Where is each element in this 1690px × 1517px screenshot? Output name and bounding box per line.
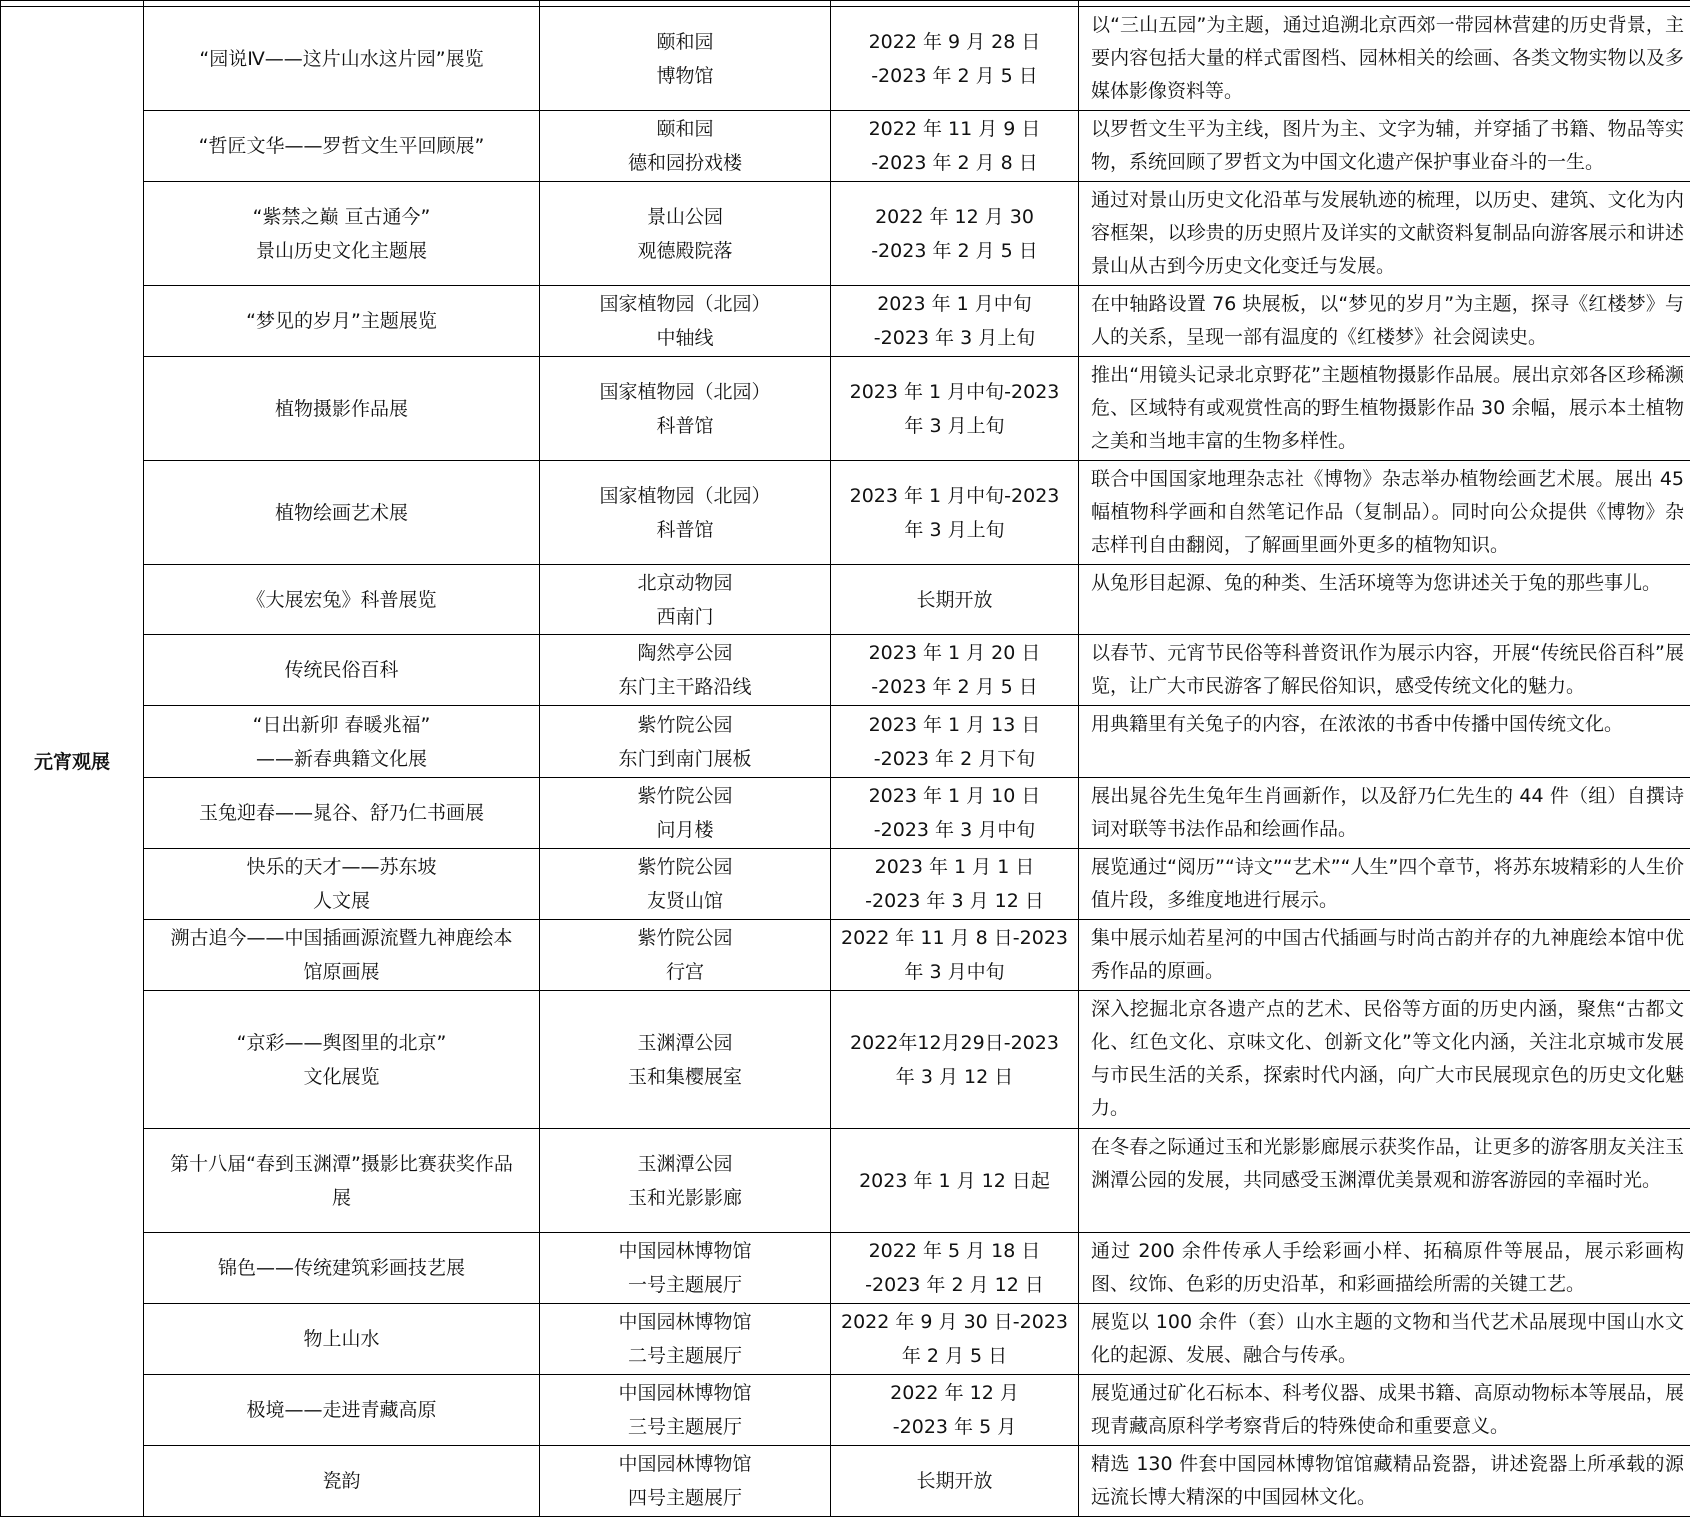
table-row <box>1 991 1690 1129</box>
venue-line: 中国园林博物馆 <box>548 1234 822 1268</box>
exhibition-name-line: 玉兔迎春——晁谷、舒乃仁书画展 <box>152 796 531 830</box>
venue-line: 紫竹院公园 <box>548 708 822 742</box>
date-line: 2023 年 1 月中旬-2023 <box>839 479 1070 513</box>
exhibition-name-cell <box>144 920 540 991</box>
exhibition-name-cell <box>144 286 540 357</box>
venue-line: 国家植物园（北园） <box>548 479 822 513</box>
exhibition-name-line: 馆原画展 <box>152 955 531 989</box>
exhibition-name-line: “紫禁之巅 亘古通今” <box>152 200 531 234</box>
venue-line: 玉和集樱展室 <box>548 1060 822 1094</box>
date-line: -2023 年 2 月 5 日 <box>839 59 1070 93</box>
exhibition-name-cell <box>144 706 540 778</box>
description-cell: 展览通过“阅历”“诗文”“艺术”“人生”四个章节，将苏东坡精彩的人生价值片段，多维度地进行展示。 <box>1079 849 1690 920</box>
exhibition-name-line: 传统民俗百科 <box>152 653 531 687</box>
date-line: -2023 年 2 月 8 日 <box>839 146 1070 180</box>
exhibition-name-cell <box>144 1446 540 1517</box>
date-line: 2022 年 11 月 8 日-2023 <box>839 921 1070 955</box>
venue-cell <box>540 1375 831 1446</box>
exhibition-name-cell <box>144 1233 540 1304</box>
description-cell: 推出“用镜头记录北京野花”主题植物摄影作品展。展出京郊各区珍稀濒危、区域特有或观赏性高的野生植物摄影作品 30 余幅，展示本土植物之美和当地丰富的生物多样性。 <box>1079 357 1690 461</box>
venue-line: 中国园林博物馆 <box>548 1447 822 1481</box>
exhibition-name-cell <box>144 182 540 286</box>
venue-line: 中轴线 <box>548 321 822 355</box>
venue-line: 国家植物园（北园） <box>548 375 822 409</box>
exhibition-name-line: 人文展 <box>152 884 531 918</box>
date-cell <box>831 1375 1079 1446</box>
description-cell: 通过对景山历史文化沿革与发展轨迹的梳理，以历史、建筑、文化为内容框架，以珍贵的历史照片及详实的文献资料复制品向游客展示和讲述景山从古到今历史文化变迁与发展。 <box>1079 182 1690 286</box>
table-row <box>1 286 1690 357</box>
venue-line: 颐和园 <box>548 25 822 59</box>
exhibition-name-line: 《大展宏兔》科普展览 <box>152 583 531 617</box>
date-line: 2023 年 1 月 10 日 <box>839 779 1070 813</box>
exhibition-name-line: 极境——走进青藏高原 <box>152 1393 531 1427</box>
exhibition-name-cell <box>144 635 540 706</box>
date-cell <box>831 778 1079 849</box>
venue-line: 玉渊潭公园 <box>548 1026 822 1060</box>
exhibition-name-line: 文化展览 <box>152 1060 531 1094</box>
description-cell: 展览以 100 余件（套）山水主题的文物和当代艺术品展现中国山水文化的起源、发展、融合与传承。 <box>1079 1304 1690 1375</box>
exhibition-name-line: “园说Ⅳ——这片山水这片园”展览 <box>152 42 531 76</box>
exhibition-name-line: 瓷韵 <box>152 1464 531 1498</box>
date-line: -2023 年 2 月下旬 <box>839 742 1070 776</box>
date-cell <box>831 1304 1079 1375</box>
venue-line: 西南门 <box>548 600 822 634</box>
exhibition-name-cell <box>144 778 540 849</box>
exhibition-name-cell <box>144 357 540 461</box>
exhibition-name-cell <box>144 1304 540 1375</box>
table-row <box>1 461 1690 565</box>
venue-line: 博物馆 <box>548 59 822 93</box>
description-cell: 用典籍里有关兔子的内容，在浓浓的书香中传播中国传统文化。 <box>1079 706 1690 778</box>
date-cell <box>831 635 1079 706</box>
description-cell: 深入挖掘北京各遗产点的艺术、民俗等方面的历史内涵，聚焦“古都文化、红色文化、京味文化、创新文化”等文化内涵，关注北京城市发展与市民生活的关系，探索时代内涵，向广大市民展现京色的历史文化魅力。 <box>1079 991 1690 1129</box>
venue-line: 紫竹院公园 <box>548 921 822 955</box>
venue-line: 东门到南门展板 <box>548 742 822 776</box>
exhibition-name-cell <box>144 1129 540 1233</box>
venue-line: 问月楼 <box>548 813 822 847</box>
venue-line: 中国园林博物馆 <box>548 1376 822 1410</box>
venue-cell <box>540 1233 831 1304</box>
venue-line: 观德殿院落 <box>548 234 822 268</box>
table-row <box>1 778 1690 849</box>
venue-cell <box>540 706 831 778</box>
venue-cell <box>540 182 831 286</box>
date-cell <box>831 991 1079 1129</box>
venue-line: 紫竹院公园 <box>548 779 822 813</box>
table-row <box>1 357 1690 461</box>
date-cell <box>831 111 1079 182</box>
exhibition-name-line: 展 <box>152 1181 531 1215</box>
description-cell: 集中展示灿若星河的中国古代插画与时尚古韵并存的九神鹿绘本馆中优秀作品的原画。 <box>1079 920 1690 991</box>
venue-line: 中国园林博物馆 <box>548 1305 822 1339</box>
exhibition-name-line: 植物绘画艺术展 <box>152 496 531 530</box>
venue-line: 二号主题展厅 <box>548 1339 822 1373</box>
description-cell: 联合中国国家地理杂志社《博物》杂志举办植物绘画艺术展。展出 45 幅植物科学画和自然笔记作品（复制品）。同时向公众提供《博物》杂志样刊自由翻阅，了解画里画外更多的植物知识。 <box>1079 461 1690 565</box>
venue-line: 景山公园 <box>548 200 822 234</box>
date-line: 2023 年 1 月 13 日 <box>839 708 1070 742</box>
exhibition-name-cell <box>144 7 540 111</box>
venue-cell <box>540 357 831 461</box>
date-cell <box>831 461 1079 565</box>
date-line: -2023 年 3 月上旬 <box>839 321 1070 355</box>
date-cell <box>831 565 1079 635</box>
venue-line: 东门主干路沿线 <box>548 670 822 704</box>
date-line: -2023 年 2 月 12 日 <box>839 1268 1070 1302</box>
table-row <box>1 920 1690 991</box>
date-line: 2022 年 5 月 18 日 <box>839 1234 1070 1268</box>
category-cell: 元宵观展 <box>1 7 144 1517</box>
venue-cell <box>540 7 831 111</box>
description-cell: 以罗哲文生平为主线，图片为主、文字为辅，并穿插了书籍、物品等实物，系统回顾了罗哲文为中国文化遗产保护事业奋斗的一生。 <box>1079 111 1690 182</box>
venue-line: 颐和园 <box>548 112 822 146</box>
venue-cell <box>540 1446 831 1517</box>
date-cell <box>831 182 1079 286</box>
date-cell <box>831 7 1079 111</box>
date-line: 2022年12月29日-2023 <box>839 1026 1070 1060</box>
venue-line: 紫竹院公园 <box>548 850 822 884</box>
date-cell <box>831 286 1079 357</box>
venue-cell <box>540 849 831 920</box>
venue-line: 国家植物园（北园） <box>548 287 822 321</box>
venue-cell <box>540 920 831 991</box>
date-line: 年 3 月上旬 <box>839 409 1070 443</box>
date-cell <box>831 1129 1079 1233</box>
date-line: 2023 年 1 月中旬 <box>839 287 1070 321</box>
exhibition-name-line: 溯古追今——中国插画源流暨九神鹿绘本 <box>152 921 531 955</box>
table-row <box>1 635 1690 706</box>
date-line: 2022 年 9 月 28 日 <box>839 25 1070 59</box>
date-cell <box>831 1233 1079 1304</box>
table-row <box>1 111 1690 182</box>
exhibition-name-line: “京彩——舆图里的北京” <box>152 1026 531 1060</box>
exhibition-name-cell <box>144 1375 540 1446</box>
table-row <box>1 7 1690 111</box>
date-line: 2023 年 1 月中旬-2023 <box>839 375 1070 409</box>
description-cell: 以“三山五园”为主题，通过追溯北京西郊一带园林营建的历史背景，主要内容包括大量的样式雷图档、园林相关的绘画、各类文物实物以及多媒体影像资料等。 <box>1079 7 1690 111</box>
table-row <box>1 1129 1690 1233</box>
date-cell <box>831 357 1079 461</box>
table-row <box>1 706 1690 778</box>
venue-line: 行宫 <box>548 955 822 989</box>
exhibition-name-line: ——新春典籍文化展 <box>152 742 531 776</box>
table-row <box>1 1304 1690 1375</box>
venue-line: 科普馆 <box>548 409 822 443</box>
venue-cell <box>540 111 831 182</box>
date-line: 年 3 月中旬 <box>839 955 1070 989</box>
exhibition-name-line: “哲匠文华——罗哲文生平回顾展” <box>152 129 531 163</box>
date-line: -2023 年 2 月 5 日 <box>839 670 1070 704</box>
exhibition-name-cell <box>144 461 540 565</box>
exhibition-name-line: 植物摄影作品展 <box>152 392 531 426</box>
venue-line: 四号主题展厅 <box>548 1481 822 1515</box>
date-cell <box>831 920 1079 991</box>
date-line: 2023 年 1 月 1 日 <box>839 850 1070 884</box>
exhibition-name-line: “日出新卯 春暖兆福” <box>152 708 531 742</box>
exhibition-name-line: 锦色——传统建筑彩画技艺展 <box>152 1251 531 1285</box>
venue-cell <box>540 286 831 357</box>
venue-cell <box>540 991 831 1129</box>
description-cell: 精选 130 件套中国园林博物馆馆藏精品瓷器，讲述瓷器上所承载的源远流长博大精深的中国园林文化。 <box>1079 1446 1690 1517</box>
date-line: 2022 年 9 月 30 日-2023 <box>839 1305 1070 1339</box>
description-cell: 展览通过矿化石标本、科考仪器、成果书籍、高原动物标本等展品，展现青藏高原科学考察背后的特殊使命和重要意义。 <box>1079 1375 1690 1446</box>
venue-line: 科普馆 <box>548 513 822 547</box>
exhibition-name-cell <box>144 565 540 635</box>
date-cell <box>831 1446 1079 1517</box>
venue-cell <box>540 1129 831 1233</box>
venue-line: 玉渊潭公园 <box>548 1147 822 1181</box>
exhibition-name-line: 景山历史文化主题展 <box>152 234 531 268</box>
date-line: 2023 年 1 月 12 日起 <box>839 1164 1070 1198</box>
date-line: 2022 年 12 月 30 <box>839 200 1070 234</box>
description-cell: 通过 200 余件传承人手绘彩画小样、拓稿原件等展品，展示彩画构图、纹饰、色彩的历史沿革，和彩画描绘所需的关键工艺。 <box>1079 1233 1690 1304</box>
venue-line: 一号主题展厅 <box>548 1268 822 1302</box>
exhibition-name-line: “梦见的岁月”主题展览 <box>152 304 531 338</box>
exhibition-name-cell <box>144 991 540 1129</box>
table-row <box>1 1375 1690 1446</box>
table-row <box>1 1446 1690 1517</box>
venue-line: 北京动物园 <box>548 566 822 600</box>
exhibition-name-line: 第十八届“春到玉渊潭”摄影比赛获奖作品 <box>152 1147 531 1181</box>
venue-line: 德和园扮戏楼 <box>548 146 822 180</box>
venue-cell <box>540 565 831 635</box>
date-line: 年 3 月 12 日 <box>839 1060 1070 1094</box>
date-cell <box>831 849 1079 920</box>
description-cell: 以春节、元宵节民俗等科普资讯作为展示内容，开展“传统民俗百科”展览，让广大市民游客了解民俗知识，感受传统文化的魅力。 <box>1079 635 1690 706</box>
venue-cell <box>540 778 831 849</box>
description-cell: 在中轴路设置 76 块展板，以“梦见的岁月”为主题，探寻《红楼梦》与人的关系，呈现一部有温度的《红楼梦》社会阅读史。 <box>1079 286 1690 357</box>
description-cell: 从兔形目起源、兔的种类、生活环境等为您讲述关于兔的那些事儿。 <box>1079 565 1690 635</box>
date-cell <box>831 706 1079 778</box>
venue-cell <box>540 461 831 565</box>
venue-line: 友贤山馆 <box>548 884 822 918</box>
date-line: -2023 年 2 月 5 日 <box>839 234 1070 268</box>
date-line: 长期开放 <box>839 583 1070 617</box>
date-line: -2023 年 3 月 12 日 <box>839 884 1070 918</box>
date-line: 2022 年 11 月 9 日 <box>839 112 1070 146</box>
date-line: 年 2 月 5 日 <box>839 1339 1070 1373</box>
table-row <box>1 849 1690 920</box>
venue-cell <box>540 1304 831 1375</box>
venue-cell <box>540 635 831 706</box>
table-row <box>1 565 1690 635</box>
venue-line: 玉和光影影廊 <box>548 1181 822 1215</box>
exhibition-table-body <box>1 1 1690 1517</box>
description-cell: 在冬春之际通过玉和光影影廊展示获奖作品，让更多的游客朋友关注玉渊潭公园的发展，共同感受玉渊潭优美景观和游客游园的幸福时光。 <box>1079 1129 1690 1233</box>
exhibition-name-cell <box>144 849 540 920</box>
table-row <box>1 1233 1690 1304</box>
date-line: 2023 年 1 月 20 日 <box>839 636 1070 670</box>
venue-line: 三号主题展厅 <box>548 1410 822 1444</box>
date-line: -2023 年 5 月 <box>839 1410 1070 1444</box>
exhibition-name-cell <box>144 111 540 182</box>
date-line: -2023 年 3 月中旬 <box>839 813 1070 847</box>
date-line: 2022 年 12 月 <box>839 1376 1070 1410</box>
exhibition-name-line: 物上山水 <box>152 1322 531 1356</box>
exhibition-name-line: 快乐的天才——苏东坡 <box>152 850 531 884</box>
venue-line: 陶然亭公园 <box>548 636 822 670</box>
date-line: 年 3 月上旬 <box>839 513 1070 547</box>
description-cell: 展出晁谷先生兔年生肖画新作，以及舒乃仁先生的 44 件（组）自撰诗词对联等书法作品和绘画作品。 <box>1079 778 1690 849</box>
table-row <box>1 182 1690 286</box>
date-line: 长期开放 <box>839 1464 1070 1498</box>
